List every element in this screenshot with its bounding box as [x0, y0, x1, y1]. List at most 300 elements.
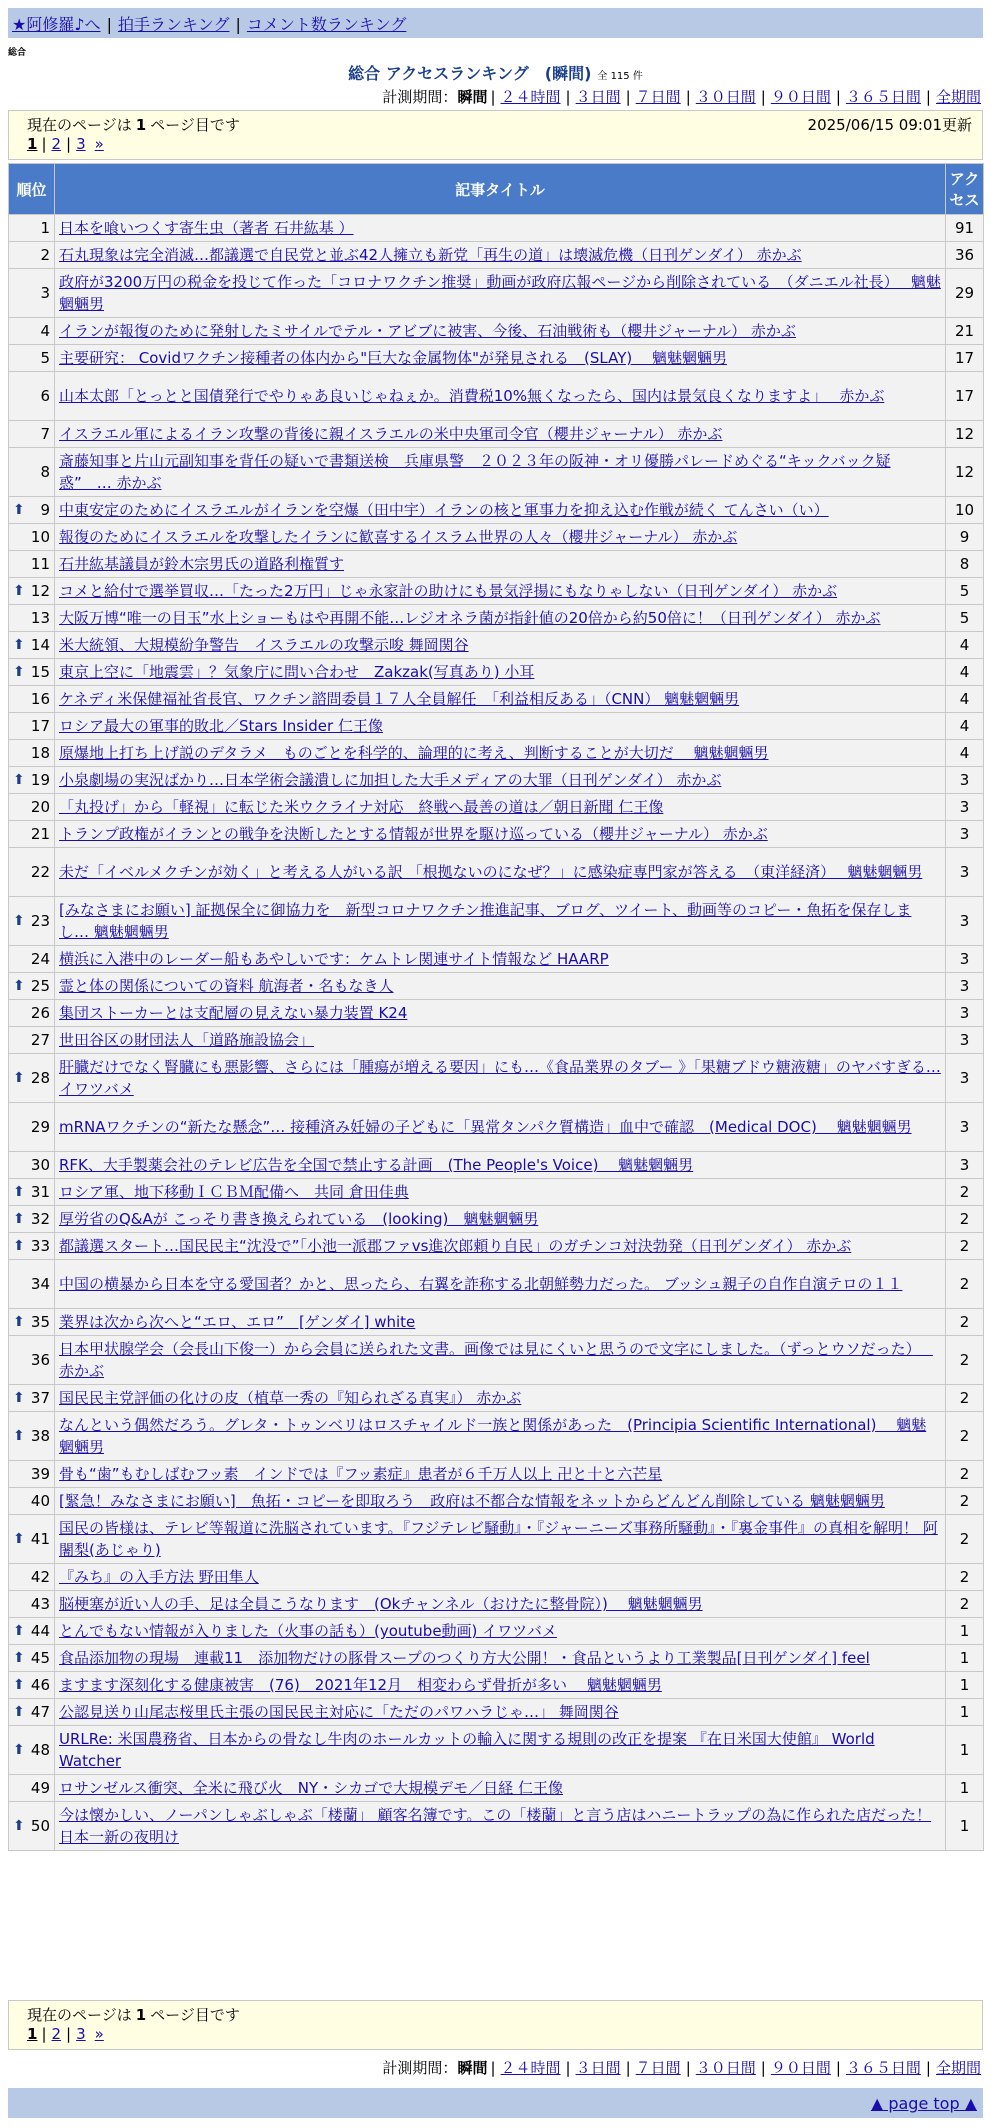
- article-title-link[interactable]: 骨も“歯”もむしばむフッ素 インドでは『フッ素症』患者が６千万人以上 卍と十と六芒星: [59, 1465, 663, 1483]
- article-title-link[interactable]: 脳梗塞が近い人の手、足は全員こうなります (Okチャンネル（おけたに整骨院）) 魑魅魍魎男: [59, 1595, 703, 1613]
- article-title-link[interactable]: 中東安定のためにイスラエルがイランを空爆（田中宇）イランの核と軍事力を抑え込む作戦が続く てんさい（い）: [59, 501, 829, 519]
- period-link[interactable]: ３０日間: [695, 2059, 756, 2077]
- up-arrow-icon: ⬆: [13, 1704, 25, 1720]
- rank-cell: [9, 578, 55, 605]
- access-count-cell: 1: [946, 1802, 984, 1851]
- rank-cell: [9, 632, 55, 659]
- access-count-cell: 5: [946, 605, 984, 632]
- access-column-header: アクセス: [946, 164, 984, 215]
- page-top-link[interactable]: ▲ page top ▲: [870, 2094, 977, 2113]
- title-cell: [55, 1461, 946, 1488]
- ranking-table: [8, 163, 984, 1851]
- table-row: [9, 1564, 984, 1591]
- table-row: [9, 497, 984, 524]
- table-row: [9, 1412, 984, 1461]
- rank-cell: [9, 1179, 55, 1206]
- rank-number: 50: [30, 1817, 50, 1835]
- article-title-link[interactable]: mRNAワクチンの“新たな懸念”… 接種済み妊婦の子どもに「異常タンパク質構造」血中で確認 (Medical DOC) 魑魅魍魎男: [59, 1118, 912, 1136]
- access-count-cell: 2: [946, 1591, 984, 1618]
- article-title-link[interactable]: 日本甲状腺学会（会長山下俊一）から会員に送られた文書。画像では見にくいと思うので文字にしました。（ずっとウソだった） 赤かぶ: [59, 1340, 933, 1380]
- rank-number: 44: [30, 1622, 50, 1640]
- title-cell: [55, 551, 946, 578]
- title-cell: [55, 242, 946, 269]
- article-title-link[interactable]: [緊急！みなさまにお願い] 魚拓・コピーを即取ろう 政府は不都合な情報をネットからどんどん削除している 魑魅魍魎男: [59, 1492, 885, 1510]
- title-cell: [55, 848, 946, 897]
- rank-cell: [9, 1699, 55, 1726]
- table-row: [9, 1336, 984, 1385]
- access-count-cell: 4: [946, 686, 984, 713]
- table-row: [9, 1672, 984, 1699]
- table-header-row: [9, 164, 984, 215]
- access-count-cell: 2: [946, 1233, 984, 1260]
- rank-number: 25: [30, 977, 50, 995]
- rank-cell: [9, 1054, 55, 1103]
- article-title-link[interactable]: イランが報復のために発射したミサイルでテル・アビブに被害、今後、石油戦術も（櫻井ジャーナル） 赤かぶ: [59, 322, 796, 340]
- access-count-cell: 3: [946, 821, 984, 848]
- rank-number: 10: [30, 528, 50, 546]
- title-cell: [55, 1618, 946, 1645]
- title-cell: [55, 524, 946, 551]
- rank-number: 29: [30, 1118, 50, 1136]
- up-arrow-icon: ⬆: [13, 583, 25, 599]
- table-row: [9, 1775, 984, 1802]
- article-title-link[interactable]: 世田谷区の財団法人「道路施設協会」: [59, 1031, 315, 1049]
- ranking-table-body: [9, 215, 984, 1851]
- page-separator: |: [66, 135, 72, 153]
- up-arrow-icon: ⬆: [13, 978, 25, 994]
- article-title-link[interactable]: 公認見送り山尾志桜里氏主張の国民民主対応に「ただのパワハラじゃ…」 舞岡関谷: [59, 1703, 619, 1721]
- access-count-cell: 3: [946, 973, 984, 1000]
- period-link[interactable]: ７日間: [635, 2059, 681, 2077]
- table-row: [9, 1461, 984, 1488]
- title-cell: [55, 659, 946, 686]
- title-cell: [55, 1103, 946, 1152]
- title-cell: [55, 973, 946, 1000]
- rank-number: 4: [40, 322, 50, 340]
- rank-number: 30: [30, 1156, 50, 1174]
- table-row: [9, 1233, 984, 1260]
- up-arrow-icon: ⬆: [13, 1390, 25, 1406]
- period-separator: |: [565, 88, 571, 106]
- rank-number: 17: [30, 717, 50, 735]
- article-title-link[interactable]: 肝臓だけでなく腎臓にも悪影響、さらには「腫瘍が増える要因」にも…《食品業界のタブー 》「果糖ブドウ糖液糖」のヤバすぎる… イワツバメ: [59, 1058, 941, 1098]
- rank-number: 12: [30, 582, 50, 600]
- table-row: [9, 848, 984, 897]
- title-cell: [55, 1726, 946, 1775]
- period-link[interactable]: ３０日間: [695, 88, 756, 106]
- article-title-link[interactable]: 「丸投げ」から「軽視」に転じた米ウクライナ対応 終戦へ最善の道は／朝日新聞 仁王像: [59, 798, 664, 816]
- table-row: [9, 794, 984, 821]
- title-cell: [55, 632, 946, 659]
- period-separator: |: [760, 2059, 766, 2077]
- rank-cell: [9, 269, 55, 318]
- page-link[interactable]: 2: [51, 135, 62, 153]
- rank-cell: [9, 659, 55, 686]
- article-title-link[interactable]: 石井紘基議員が鈴木宗男氏の道路利権質す: [59, 555, 345, 573]
- table-row: [9, 1179, 984, 1206]
- rank-cell: [9, 1802, 55, 1851]
- table-row: [9, 686, 984, 713]
- article-title-link[interactable]: 横浜に入港中のレーダー船もあやしいです：ケムトレ関連サイト情報など HAARP: [59, 950, 609, 968]
- table-row: [9, 242, 984, 269]
- article-title-link[interactable]: 山本太郎「とっとと国債発行でやりゃあ良いじゃねぇか。消費税10%無くなったら、国内は景気良くなりますよ」 赤かぶ: [59, 387, 885, 405]
- article-title-link[interactable]: URLRe: 米国農務省、日本からの骨なし牛肉のホールカットの輸入に関する規則の改正を提案 『在日米国大使館』 World Watcher: [59, 1730, 875, 1770]
- page-title: [0, 61, 991, 84]
- access-count-cell: 1: [946, 1699, 984, 1726]
- clap-ranking-link[interactable]: 拍手ランキング: [117, 15, 230, 34]
- access-count-cell: 17: [946, 345, 984, 372]
- table-row: [9, 1802, 984, 1851]
- access-count-cell: 12: [946, 448, 984, 497]
- rank-cell: [9, 1672, 55, 1699]
- access-count-cell: 4: [946, 659, 984, 686]
- rank-cell: [9, 686, 55, 713]
- access-count-cell: 1: [946, 1775, 984, 1802]
- article-title-link[interactable]: ロシア最大の軍事的敗北／Stars Insider 仁王像: [59, 717, 383, 735]
- rank-cell: [9, 524, 55, 551]
- table-row: [9, 659, 984, 686]
- rank-number: 35: [30, 1313, 50, 1331]
- rank-number: 41: [30, 1530, 50, 1548]
- rank-number: 32: [30, 1210, 50, 1228]
- period-separator: |: [685, 88, 691, 106]
- title-cell: [55, 1206, 946, 1233]
- page-status-suffix: ページ目です: [150, 116, 240, 134]
- article-title-link[interactable]: 『みち』の入手方法 野田隼人: [59, 1568, 259, 1586]
- table-row: [9, 1385, 984, 1412]
- page-separator: |: [66, 2025, 72, 2043]
- rank-number: 18: [30, 744, 50, 762]
- title-cell: [55, 318, 946, 345]
- title-cell: [55, 215, 946, 242]
- access-count-cell: 2: [946, 1206, 984, 1233]
- access-count-cell: 2: [946, 1336, 984, 1385]
- title-cell: [55, 1645, 946, 1672]
- title-cell: [55, 1564, 946, 1591]
- article-title-link[interactable]: 今は懐かしい、ノーパンしゃぶしゃぶ「楼蘭」 顧客名簿です。この「楼蘭」と言う店はハニートラップの為に作られた店だった！ 日本一新の夜明け: [59, 1806, 932, 1846]
- article-title-link[interactable]: 報復のためにイスラエルを攻撃したイランに歓喜するイスラム世界の人々（櫻井ジャーナル） 赤かぶ: [59, 528, 738, 546]
- table-row: [9, 1152, 984, 1179]
- article-title-link[interactable]: [みなさまにお願い] 証拠保全に御協力を 新型コロナワクチン推進記事、ブログ、ツイート、動画等のコピー・魚拓を保存しまし… 魑魅魍魎男: [59, 901, 912, 941]
- rank-cell: [9, 497, 55, 524]
- period-link[interactable]: ２４時間: [500, 88, 561, 106]
- title-cell: [55, 421, 946, 448]
- article-title-link[interactable]: 霊と体の関係についての資料 航海者・名もなき人: [59, 977, 394, 995]
- article-title-link[interactable]: イスラエル軍によるイラン攻撃の背後に親イスラエルの米中央軍司令官（櫻井ジャーナル） 赤かぶ: [59, 425, 723, 443]
- title-cell: [55, 767, 946, 794]
- title-cell: [55, 686, 946, 713]
- rank-number: 13: [30, 609, 50, 627]
- page-link[interactable]: 3: [76, 135, 86, 153]
- rank-number: 3: [40, 284, 50, 302]
- article-title-link[interactable]: 未だ「イベルメクチンが効く」と考える人がいる訳 「根拠ないのになぜ？」に感染症専門家が答える （東洋経済） 魑魅魍魎男: [59, 863, 923, 881]
- next-page-link[interactable]: »: [94, 135, 104, 153]
- title-cell: [55, 1233, 946, 1260]
- table-row: [9, 421, 984, 448]
- article-title-link[interactable]: 斎藤知事と片山元副知事を背任の疑いで書類送検 兵庫県警 ２０２３年の阪神・オリ優勝パレードめぐる“キックバック疑惑” … 赤かぶ: [59, 452, 891, 492]
- rank-cell: [9, 1564, 55, 1591]
- article-title-link[interactable]: 大阪万博“唯一の目玉”水上ショーもはや再開不能…レジオネラ菌が指針値の20倍から約50倍に！（日刊ゲンダイ） 赤かぶ: [59, 609, 881, 627]
- period-link[interactable]: ３日間: [575, 2059, 621, 2077]
- rank-number: 21: [30, 825, 50, 843]
- period-link[interactable]: ３６５日間: [845, 88, 921, 106]
- table-row: [9, 448, 984, 497]
- title-column-header: 記事タイトル: [55, 164, 946, 215]
- up-arrow-icon: ⬆: [13, 1428, 25, 1444]
- access-count-cell: 9: [946, 524, 984, 551]
- table-row: [9, 1000, 984, 1027]
- rank-number: 14: [30, 636, 50, 654]
- period-current: 瞬間: [457, 88, 488, 106]
- article-title-link[interactable]: 都議選スタート…国民民主“沈没で”「小池一派郡ファvs進次郎頼り自民」のガチンコ対決勃発（日刊ゲンダイ） 赤かぶ: [59, 1237, 852, 1255]
- title-cell: [55, 713, 946, 740]
- title-cell: [55, 345, 946, 372]
- article-title-link[interactable]: 国民の皆様は、テレビ等報道に洗脳されています。『フジテレビ騒動』・『ジャーニーズ事務所騒動』・『裏金事件』の真相を解明！ 阿闍梨(あじゃり): [59, 1519, 938, 1559]
- access-count-cell: 2: [946, 1564, 984, 1591]
- rank-number: 45: [30, 1649, 50, 1667]
- rank-cell: [9, 848, 55, 897]
- access-count-cell: 10: [946, 497, 984, 524]
- access-count-cell: 1: [946, 1726, 984, 1775]
- article-title-link[interactable]: 東京上空に「地震雲」？気象庁に問い合わせ Zakzak(写真あり) 小耳: [59, 663, 535, 681]
- rank-cell: [9, 1488, 55, 1515]
- rank-cell: [9, 1591, 55, 1618]
- table-row: [9, 345, 984, 372]
- rank-cell: [9, 345, 55, 372]
- comment-ranking-link[interactable]: コメント数ランキング: [246, 15, 407, 34]
- table-row: [9, 632, 984, 659]
- access-count-cell: 12: [946, 421, 984, 448]
- page-status-current: 1: [135, 116, 147, 134]
- rank-number: 28: [30, 1069, 50, 1087]
- period-link[interactable]: ３６５日間: [845, 2059, 921, 2077]
- rank-number: 22: [30, 863, 50, 881]
- access-count-cell: 3: [946, 767, 984, 794]
- title-cell: [55, 1699, 946, 1726]
- article-title-link[interactable]: トランプ政権がイランとの戦争を決断したとする情報が世界を駆け巡っている（櫻井ジャーナル） 赤かぶ: [59, 825, 768, 843]
- up-arrow-icon: ⬆: [13, 1238, 25, 1254]
- up-arrow-icon: ⬆: [13, 913, 25, 929]
- rank-cell: [9, 821, 55, 848]
- rank-number: 15: [30, 663, 50, 681]
- article-title-link[interactable]: 政府が3200万円の税金を投じて作った「コロナワクチン推奨」動画が政府広報ページから削除されている （ダニエル社長） 魑魅魍魎男: [59, 273, 941, 313]
- rank-cell: [9, 767, 55, 794]
- table-row: [9, 372, 984, 421]
- rank-cell: [9, 740, 55, 767]
- up-arrow-icon: ⬆: [13, 1531, 25, 1547]
- rank-number: 38: [30, 1427, 50, 1445]
- table-row: [9, 1206, 984, 1233]
- access-count-cell: 3: [946, 1000, 984, 1027]
- title-cell: [55, 269, 946, 318]
- up-arrow-icon: ⬆: [13, 1184, 25, 1200]
- article-title-link[interactable]: ロシア軍、地下移動ＩＣＢＭ配備へ 共同 倉田佳典: [59, 1183, 409, 1201]
- next-page-link[interactable]: »: [94, 2025, 104, 2043]
- period-link[interactable]: ９０日間: [770, 88, 831, 106]
- access-count-cell: 2: [946, 1488, 984, 1515]
- table-row: [9, 1488, 984, 1515]
- access-count-cell: 4: [946, 740, 984, 767]
- article-title-link[interactable]: 原爆地上打ち上げ説のデタラメ ものごとを科学的、論理的に考え、判断することが大切だ 魑魅魍魎男: [59, 744, 769, 762]
- rank-number: 6: [40, 387, 50, 405]
- title-cell: [55, 1672, 946, 1699]
- ranking-title: 総合 アクセスランキング (瞬間): [348, 64, 592, 83]
- title-cell: [55, 1385, 946, 1412]
- up-arrow-icon: ⬆: [13, 1623, 25, 1639]
- page-status-suffix: ページ目です: [150, 2006, 240, 2024]
- rank-cell: [9, 448, 55, 497]
- rank-number: 20: [30, 798, 50, 816]
- period-selector-top: [382, 86, 983, 107]
- title-cell: [55, 578, 946, 605]
- table-row: [9, 1699, 984, 1726]
- up-arrow-icon: ⬆: [13, 1650, 25, 1666]
- top-nav-bar: [8, 8, 983, 38]
- period-link[interactable]: ３日間: [575, 88, 621, 106]
- updated-timestamp: 2025/06/15 09:01更新: [807, 116, 972, 134]
- article-title-link[interactable]: 業界は次から次へと“エロ、エロ” [ゲンダイ] white: [59, 1313, 416, 1331]
- period-separator: |: [625, 2059, 631, 2077]
- up-arrow-icon: ⬆: [13, 1070, 25, 1086]
- rank-number: 27: [30, 1031, 50, 1049]
- title-cell: [55, 1336, 946, 1385]
- article-title-link[interactable]: 石丸現象は完全消滅…都議選で自民党と並ぶ42人擁立も新党「再生の道」は壊滅危機（日刊ゲンダイ） 赤かぶ: [59, 246, 802, 264]
- access-count-cell: 2: [946, 1260, 984, 1309]
- rank-number: 47: [30, 1703, 50, 1721]
- rank-number: 46: [30, 1676, 50, 1694]
- access-count-cell: 91: [946, 215, 984, 242]
- up-arrow-icon: ⬆: [13, 772, 25, 788]
- period-link[interactable]: ７日間: [635, 88, 681, 106]
- access-count-cell: 3: [946, 1103, 984, 1152]
- period-link[interactable]: ９０日間: [770, 2059, 831, 2077]
- up-arrow-icon: ⬆: [13, 502, 25, 518]
- table-row: [9, 605, 984, 632]
- access-count-cell: 2: [946, 1179, 984, 1206]
- rank-cell: [9, 1309, 55, 1336]
- title-cell: [55, 1027, 946, 1054]
- period-label: 計測期間：: [382, 88, 458, 106]
- period-link[interactable]: 全期間: [935, 2059, 981, 2077]
- table-row: [9, 1591, 984, 1618]
- article-title-link[interactable]: とんでもない情報が入りました（火事の話も）(youtube動画) イワツバメ: [59, 1622, 557, 1640]
- home-link[interactable]: ★阿修羅♪へ: [12, 15, 101, 34]
- pagination: [27, 135, 972, 156]
- page-status: [27, 2004, 972, 2025]
- access-count-cell: 2: [946, 1515, 984, 1564]
- rank-cell: [9, 605, 55, 632]
- page-status: [27, 114, 972, 135]
- period-link[interactable]: 全期間: [935, 88, 981, 106]
- table-row: [9, 215, 984, 242]
- rank-cell: [9, 1336, 55, 1385]
- page-status-prefix: 現在のページは: [27, 2006, 132, 2024]
- period-separator: |: [490, 2059, 496, 2077]
- rank-number: 39: [30, 1465, 50, 1483]
- rank-number: 36: [30, 1351, 50, 1369]
- title-cell: [55, 740, 946, 767]
- table-row: [9, 1054, 984, 1103]
- title-cell: [55, 897, 946, 946]
- title-cell: [55, 1488, 946, 1515]
- rank-number: 5: [40, 349, 50, 367]
- page-current: 1: [27, 2025, 38, 2043]
- rank-number: 40: [30, 1492, 50, 1510]
- paging-box-top: [8, 110, 983, 160]
- rank-number: 7: [40, 425, 50, 443]
- rank-cell: [9, 1461, 55, 1488]
- title-cell: [55, 1802, 946, 1851]
- up-arrow-icon: ⬆: [13, 1677, 25, 1693]
- rank-number: 1: [40, 219, 50, 237]
- article-title-link[interactable]: 米大統領、大規模紛争警告 イスラエルの攻撃示唆 舞岡関谷: [59, 636, 469, 654]
- rank-number: 33: [30, 1237, 50, 1255]
- article-title-link[interactable]: ますます深刻化する健康被害 (76) 2021年12月 相変わらず骨折が多い 魑魅魍魎男: [59, 1676, 662, 1694]
- title-cell: [55, 448, 946, 497]
- period-separator: |: [490, 88, 496, 106]
- title-cell: [55, 946, 946, 973]
- title-cell: [55, 1591, 946, 1618]
- rank-cell: [9, 1233, 55, 1260]
- article-title-link[interactable]: 小泉劇場の実況ばかり…日本学術会議潰しに加担した大手メディアの大罪（日刊ゲンダイ） 赤かぶ: [59, 771, 722, 789]
- period-link[interactable]: ２４時間: [500, 2059, 561, 2077]
- rank-cell: [9, 1206, 55, 1233]
- period-separator: |: [685, 2059, 691, 2077]
- table-row: [9, 767, 984, 794]
- rank-cell: [9, 215, 55, 242]
- title-cell: [55, 1515, 946, 1564]
- article-title-link[interactable]: 厚労省のQ&Aが こっそり書き換えられている (looking) 魑魅魍魎男: [59, 1210, 539, 1228]
- article-title-link[interactable]: なんという偶然だろう。グレタ・トゥンベリはロスチャイルド一族と関係があった (Principia Scientific International) 魑魅魍魎男: [59, 1416, 927, 1456]
- rank-cell: [9, 1000, 55, 1027]
- article-title-link[interactable]: RFK、大手製薬会社のテレビ広告を全国で禁止する計画 (The People's Voice) 魑魅魍魎男: [59, 1156, 694, 1174]
- rank-cell: [9, 1412, 55, 1461]
- rank-number: 43: [30, 1595, 50, 1613]
- period-separator: |: [925, 2059, 931, 2077]
- title-cell: [55, 605, 946, 632]
- title-cell: [55, 1412, 946, 1461]
- rank-number: 26: [30, 1004, 50, 1022]
- article-title-link[interactable]: コメと給付で選挙買収…「たった2万円」じゃ永家計の助けにも景気浮揚にもなりゃしない（日刊ゲンダイ） 赤かぶ: [59, 582, 838, 600]
- article-title-link[interactable]: 日本を喰いつくす寄生虫（著者 石井紘基 ）: [59, 219, 354, 237]
- rank-cell: [9, 1152, 55, 1179]
- up-arrow-icon: ⬆: [13, 1211, 25, 1227]
- article-title-link[interactable]: 国民民主党評価の化けの皮（植草一秀の『知られざる真実』） 赤かぶ: [59, 1389, 522, 1407]
- table-row: [9, 1027, 984, 1054]
- table-row: [9, 713, 984, 740]
- article-title-link[interactable]: ケネディ米保健福祉省長官、ワクチン諮問委員１７人全員解任 「利益相反ある」（CNN） 魑魅魍魎男: [59, 690, 740, 708]
- article-title-link[interactable]: 主要研究： Covidワクチン接種者の体内から"巨大な金属物体"が発見される (SLAY) 魑魅魍魎男: [59, 349, 727, 367]
- article-title-link[interactable]: 食品添加物の現場 連載11 添加物だけの豚骨スープのつくり方大公開！・食品というより工業製品[日刊ゲンダイ] feel: [59, 1649, 870, 1667]
- table-row: [9, 1260, 984, 1309]
- table-row: [9, 740, 984, 767]
- access-count-cell: 3: [946, 946, 984, 973]
- rank-cell: [9, 713, 55, 740]
- article-title-link[interactable]: ロサンゼルス衝突、全米に飛び火 NY・シカゴで大規模デモ／日経 仁王像: [59, 1779, 563, 1797]
- rank-number: 8: [40, 463, 50, 481]
- table-row: [9, 578, 984, 605]
- title-cell: [55, 1260, 946, 1309]
- page-current: 1: [27, 135, 38, 153]
- access-count-cell: 1: [946, 1618, 984, 1645]
- page-link[interactable]: 2: [51, 2025, 62, 2043]
- article-title-link[interactable]: 集団ストーカーとは支配層の見えない暴力装置 K24: [59, 1004, 408, 1022]
- rank-cell: [9, 897, 55, 946]
- access-count-cell: 4: [946, 632, 984, 659]
- page-link[interactable]: 3: [76, 2025, 86, 2043]
- article-title-link[interactable]: 中国の横暴から日本を守る愛国者？かと、思ったら、右翼を詐称する北朝鮮勢力だった。 ブッシュ親子の自作自演テロの１１: [59, 1275, 903, 1293]
- pagination: [27, 2025, 972, 2046]
